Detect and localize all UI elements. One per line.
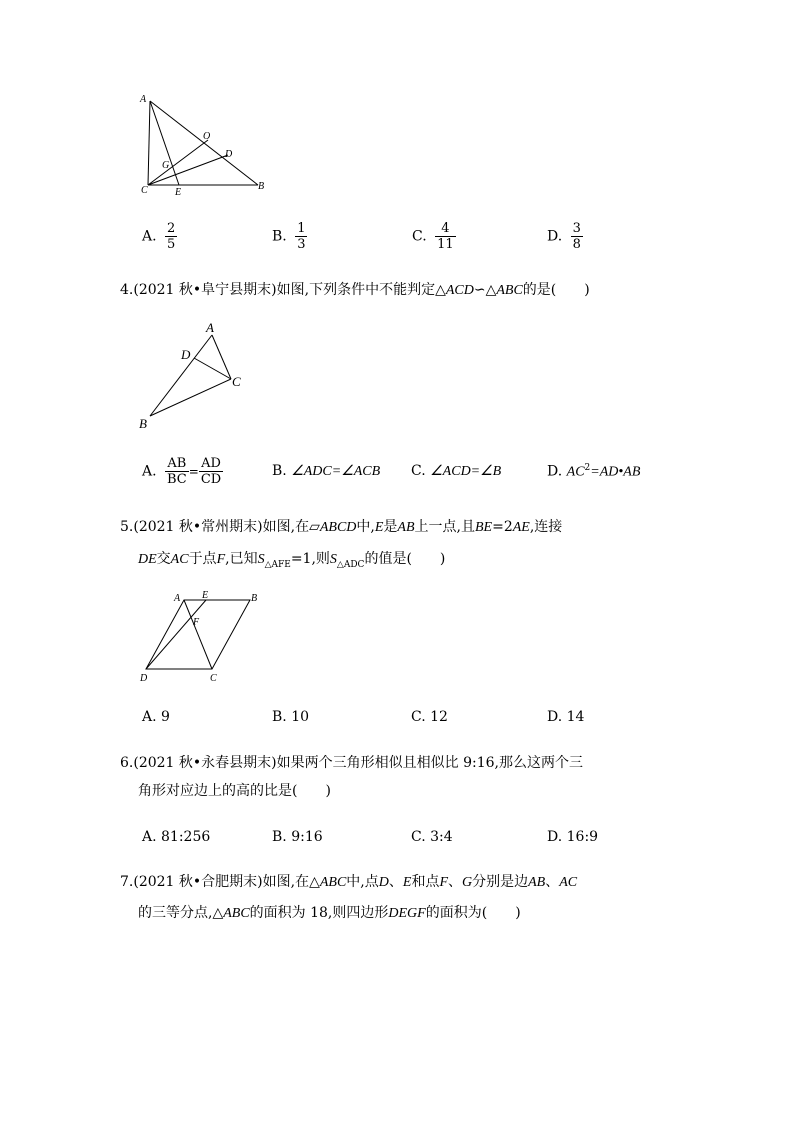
q5-l1-c: 是: [383, 519, 398, 535]
q5-seg-de: [146, 600, 206, 669]
q5-l2-b: 于点: [188, 551, 217, 567]
q3-label-c: C: [141, 185, 148, 196]
q7-abc2: ABC: [223, 906, 250, 921]
q7-number: 7.: [120, 874, 134, 890]
q6-option-d-letter: D.: [547, 829, 563, 845]
q4-stem: [120, 277, 590, 304]
q5-l2-c: ,已知: [225, 551, 258, 567]
q7-l1-a: 如图,在△: [262, 874, 320, 890]
q3-option-a-num: 2: [167, 221, 176, 236]
q5-label-f: F: [193, 617, 200, 628]
q4-text-a: 如图,下列条件中不能判定△: [276, 282, 446, 298]
q5-label-e: E: [202, 590, 209, 601]
q3-option-d-den: 8: [572, 237, 581, 252]
q6-option-a-letter: A.: [142, 829, 157, 845]
q3-seg-cd: [148, 155, 228, 185]
q5-stem-line2: [138, 546, 445, 578]
q5-option-a-letter: A.: [142, 709, 157, 725]
q3-option-d-num: 3: [572, 221, 581, 236]
q5-de: DE: [138, 552, 157, 567]
q7-ac: AC: [559, 875, 578, 890]
q3-option-b-letter: B.: [272, 228, 287, 245]
q5-l2-a: 交: [156, 551, 171, 567]
q6-stem-line1: [120, 750, 583, 776]
q7-d: D: [378, 875, 389, 890]
q3-option-c-letter: C.: [412, 228, 427, 245]
q7-ab: AB: [528, 875, 546, 890]
q4-option-d-letter: D.: [547, 463, 563, 480]
q3-label-b: B: [258, 181, 265, 192]
q4-sim: ∽△: [473, 282, 497, 298]
q6-option-b-letter: B.: [272, 829, 287, 845]
q4-option-c-text: ∠ACD=∠B: [430, 464, 502, 479]
q4-label-b: B: [139, 416, 147, 431]
q6-option-c[interactable]: [411, 829, 453, 845]
q3-label-o: O: [203, 131, 211, 142]
q3-option-c-fraction: [435, 221, 456, 252]
q5-option-d-letter: D.: [547, 709, 563, 725]
q5-ae: AE: [512, 520, 530, 535]
q4-source: (2021 秋•阜宁县期末): [133, 282, 277, 298]
q5-l1-d: 上一点,且: [414, 519, 475, 535]
q4-acd: ACD: [445, 283, 474, 298]
q3-figure: [130, 88, 280, 198]
q3-option-b-num: 1: [297, 221, 306, 236]
q7-abc: ABC: [319, 875, 347, 890]
q4-option-d-sup: 2: [584, 463, 591, 473]
q3-option-a-fraction: [165, 221, 177, 252]
q4-figure: [132, 318, 252, 436]
q3-label-a: A: [140, 94, 147, 105]
q3-option-b-fraction: [295, 221, 307, 252]
q4-option-b-text: ∠ADC=∠ACB: [291, 464, 381, 479]
q5-l1-e: =2: [492, 519, 513, 535]
q6-option-c-letter: C.: [411, 829, 426, 845]
q5-source: (2021 秋•常州期末): [133, 519, 263, 535]
q5-ac: AC: [170, 552, 189, 567]
q5-e: E: [374, 520, 384, 535]
q5-number: 5.: [120, 519, 134, 535]
q3-option-c-den: 11: [437, 237, 454, 252]
q3-label-g: G: [162, 160, 170, 171]
q4-option-a[interactable]: [142, 456, 223, 487]
q7-degf: DEGF: [388, 906, 426, 921]
q4-option-a-eq: =: [188, 464, 199, 479]
q5-seg-ac: [184, 600, 212, 669]
q4-option-a-num1: AB: [165, 456, 189, 472]
q5-s-2: S: [329, 552, 337, 567]
q5-l1-b: 中,: [356, 519, 375, 535]
q4-number: 4.: [120, 282, 134, 298]
q5-option-b-letter: B.: [272, 709, 287, 725]
q5-option-b[interactable]: [272, 709, 309, 725]
q7-l2-a: 的三等分点,△: [138, 905, 224, 921]
q5-figure: [132, 585, 272, 685]
q4-label-d: D: [181, 347, 191, 362]
q4-label-a: A: [206, 320, 214, 335]
q5-l1-a: 如图,在▱: [262, 519, 320, 535]
q4-option-a-frac1: [165, 456, 189, 487]
q7-sep2: 、: [448, 874, 462, 890]
q5-label-d: D: [140, 673, 148, 684]
q5-label-b: B: [251, 593, 258, 604]
q6-option-b-text: 9:16: [291, 829, 323, 845]
q5-abcd: ABCD: [319, 520, 357, 535]
q5-option-b-text: 10: [291, 709, 310, 725]
q3-option-a-den: 5: [167, 237, 176, 252]
q3-option-a[interactable]: [142, 221, 177, 252]
q6-close: ): [325, 783, 331, 799]
q7-close: ): [515, 905, 521, 921]
q3-seg-ac: [148, 101, 150, 185]
q4-close: ): [584, 282, 590, 298]
q6-option-b[interactable]: [272, 829, 323, 845]
q4-option-d-rhs: =AD•AB: [590, 464, 641, 480]
q5-option-c[interactable]: [411, 709, 448, 725]
q5-option-c-text: 12: [430, 709, 448, 725]
q5-be: BE: [474, 520, 493, 535]
q7-stem-line1: [120, 869, 577, 896]
q4-seg-bc: [150, 379, 231, 416]
q3-label-e: E: [175, 187, 182, 198]
q5-ab: AB: [397, 520, 415, 535]
q3-option-a-letter: A.: [142, 228, 157, 245]
q5-sub-afe: △AFE: [264, 559, 291, 570]
q7-f: F: [439, 875, 448, 890]
q7-sep1: 、: [388, 874, 403, 890]
q4-seg-dc: [194, 358, 231, 379]
q7-g: G: [462, 875, 473, 890]
q5-stem-line1: [120, 514, 562, 541]
q4-text-b: 的是(: [522, 282, 557, 298]
q6-option-c-text: 3:4: [430, 829, 453, 845]
q6-line2: 角形对应边上的高的比是(: [138, 783, 298, 799]
q5-label-a: A: [174, 593, 181, 604]
q3-option-d[interactable]: [547, 221, 583, 252]
q4-option-c-letter: C.: [411, 463, 426, 479]
q7-l2-c: 的面积为(: [425, 905, 488, 921]
q4-option-d[interactable]: [547, 463, 640, 481]
q4-abc: ABC: [496, 283, 523, 298]
q7-e: E: [402, 875, 412, 890]
q3-seg-co: [148, 140, 208, 185]
q7-sep3: 、: [545, 874, 560, 890]
q3-option-b-den: 3: [297, 237, 306, 252]
q7-source: (2021 秋•合肥期末): [133, 874, 263, 890]
q5-option-a[interactable]: [142, 709, 170, 725]
q4-seg-ac: [212, 335, 231, 379]
q7-stem-line2: [138, 900, 521, 927]
q5-eq1: =1,则: [290, 551, 330, 567]
q7-l1-c: 和点: [411, 874, 440, 890]
q6-option-a[interactable]: [142, 829, 210, 845]
q5-f: F: [216, 552, 226, 567]
q4-option-b[interactable]: [272, 463, 380, 480]
q5-option-d[interactable]: [547, 709, 584, 725]
q5-l2-d: 的值是(: [364, 551, 412, 567]
q4-option-a-num2: AD: [199, 456, 223, 472]
q4-option-a-den2: CD: [200, 472, 222, 487]
q5-option-c-letter: C.: [411, 709, 426, 725]
q7-l2-b: 的面积为 18,则四边形: [249, 905, 389, 921]
q5-l1-f: ,连接: [529, 519, 563, 535]
q4-option-a-den1: BC: [167, 472, 187, 487]
q6-line1: (2021 秋•永春县期末)如果两个三角形相似且相似比 9:16,那么这两个三: [133, 755, 583, 771]
q4-option-a-frac2: [199, 456, 223, 487]
q3-label-d: D: [225, 149, 233, 160]
q6-option-a-text: 81:256: [161, 829, 211, 845]
q3-option-c[interactable]: [412, 221, 456, 252]
q3-option-d-fraction: [571, 221, 583, 252]
q6-number: 6.: [120, 755, 134, 771]
q6-stem-line2: [138, 778, 331, 804]
q3-option-b[interactable]: [272, 221, 307, 252]
q4-option-a-letter: A.: [142, 463, 157, 480]
q6-option-d[interactable]: [547, 829, 598, 845]
q5-close: ): [439, 551, 446, 567]
q4-option-b-letter: B.: [272, 463, 287, 479]
q5-sub-adc: △ADC: [336, 559, 365, 570]
q7-l1-b: 中,点: [346, 874, 379, 890]
q4-option-c[interactable]: [411, 463, 501, 480]
q5-option-a-text: 9: [161, 709, 170, 725]
q5-option-d-text: 14: [566, 709, 585, 725]
q5-s-1: S: [257, 552, 265, 567]
q3-option-c-num: 4: [435, 221, 456, 237]
q7-l1-d: 分别是边: [472, 874, 529, 890]
q4-option-d-lhs: AC: [566, 464, 585, 480]
q3-option-d-letter: D.: [547, 228, 563, 245]
q4-label-c: C: [232, 374, 241, 389]
q5-label-c: C: [210, 673, 217, 684]
q6-option-d-text: 16:9: [566, 829, 599, 845]
